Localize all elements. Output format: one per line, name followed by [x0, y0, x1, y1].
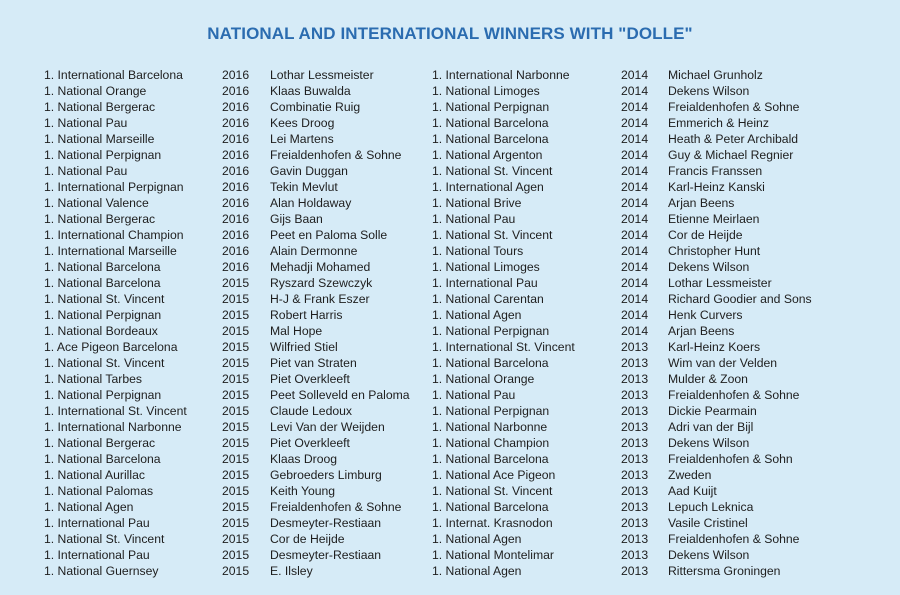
race-right: 1. Internat. Krasnodon [432, 516, 553, 530]
race-left: 1. International Champion [44, 228, 184, 242]
table-row [0, 563, 900, 579]
winner-left: Kees Droog [270, 116, 335, 130]
race-left: 1. National Barcelona [44, 260, 161, 274]
year-left: 2015 [222, 516, 250, 530]
winner-left: Tekin Mevlut [270, 180, 338, 194]
race-left: 1. National Barcelona [44, 452, 161, 466]
race-left: 1. International St. Vincent [44, 404, 187, 418]
year-right: 2014 [621, 292, 649, 306]
race-right: 1. National Perpignan [432, 404, 550, 418]
winner-left: Piet Overkleeft [270, 372, 350, 386]
race-left: 1. National St. Vincent [44, 292, 165, 306]
table-row [0, 67, 900, 83]
winner-right: Guy & Michael Regnier [668, 148, 794, 162]
year-left: 2015 [222, 484, 250, 498]
year-right: 2014 [621, 212, 649, 226]
year-left: 2016 [222, 244, 250, 258]
race-left: 1. National Bergerac [44, 212, 156, 226]
winner-right: Vasile Cristinel [668, 516, 748, 530]
winner-right: Lepuch Leknica [668, 500, 754, 514]
year-left: 2015 [222, 324, 250, 338]
winner-right: Dekens Wilson [668, 84, 750, 98]
winner-right: Dickie Pearmain [668, 404, 757, 418]
winner-right: Wim van der Velden [668, 356, 778, 370]
race-left: 1. National Valence [44, 196, 149, 210]
winner-left: Alan Holdaway [270, 196, 352, 210]
race-right: 1. National Limoges [432, 260, 540, 274]
race-left: 1. Ace Pigeon Barcelona [44, 340, 178, 354]
race-left: 1. National Bergerac [44, 436, 156, 450]
race-right: 1. International St. Vincent [432, 340, 575, 354]
year-left: 2015 [222, 564, 250, 578]
table-row [0, 451, 900, 467]
table-row [0, 147, 900, 163]
race-right: 1. National Agen [432, 308, 522, 322]
year-right: 2013 [621, 452, 649, 466]
winner-right: Karl-Heinz Koers [668, 340, 761, 354]
winner-right: Dekens Wilson [668, 436, 750, 450]
race-left: 1. National Bergerac [44, 100, 156, 114]
race-left: 1. National Barcelona [44, 276, 161, 290]
race-left: 1. National Agen [44, 500, 134, 514]
year-left: 2016 [222, 164, 250, 178]
winner-right: Dekens Wilson [668, 260, 750, 274]
winner-right: Karl-Heinz Kanski [668, 180, 765, 194]
winner-left: Wilfried Stiel [270, 340, 338, 354]
race-right: 1. National Pau [432, 388, 516, 402]
winner-right: Heath & Peter Archibald [668, 132, 799, 146]
table-row [0, 467, 900, 483]
year-left: 2015 [222, 308, 250, 322]
year-right: 2013 [621, 516, 649, 530]
winner-left: Freialdenhofen & Sohne [270, 500, 402, 514]
winner-right: Etienne Meirlaen [668, 212, 760, 226]
winner-left: Lothar Lessmeister [270, 68, 374, 82]
year-right: 2013 [621, 436, 649, 450]
year-left: 2016 [222, 84, 250, 98]
year-right: 2013 [621, 372, 649, 386]
table-row [0, 355, 900, 371]
winner-right: Freialdenhofen & Sohne [668, 100, 800, 114]
winner-left: Desmeyter-Restiaan [270, 516, 382, 530]
winner-left: Klaas Buwalda [270, 84, 351, 98]
table-row [0, 323, 900, 339]
year-left: 2015 [222, 292, 250, 306]
table-row [0, 515, 900, 531]
race-left: 1. National Aurillac [44, 468, 145, 482]
year-left: 2015 [222, 436, 250, 450]
winner-left: Mehadji Mohamed [270, 260, 371, 274]
year-left: 2016 [222, 212, 250, 226]
race-right: 1. National Perpignan [432, 324, 550, 338]
year-left: 2015 [222, 340, 250, 354]
winner-right: Freialdenhofen & Sohne [668, 388, 800, 402]
year-left: 2016 [222, 260, 250, 274]
winner-right: Arjan Beens [668, 196, 735, 210]
winner-left: Claude Ledoux [270, 404, 352, 418]
year-left: 2015 [222, 548, 250, 562]
winner-right: Aad Kuijt [668, 484, 717, 498]
winner-left: Piet Overkleeft [270, 436, 350, 450]
table-row [0, 99, 900, 115]
year-right: 2014 [621, 276, 649, 290]
race-left: 1. National Palomas [44, 484, 154, 498]
race-right: 1. National Barcelona [432, 356, 549, 370]
race-right: 1. National Limoges [432, 84, 540, 98]
race-right: 1. National Ace Pigeon [432, 468, 556, 482]
winner-left: Combinatie Ruig [270, 100, 361, 114]
winner-right: Arjan Beens [668, 324, 735, 338]
year-right: 2014 [621, 68, 649, 82]
year-right: 2014 [621, 196, 649, 210]
year-left: 2016 [222, 116, 250, 130]
table-row [0, 419, 900, 435]
year-right: 2013 [621, 356, 649, 370]
winner-left: H-J & Frank Eszer [270, 292, 370, 306]
page-title: NATIONAL AND INTERNATIONAL WINNERS WITH "DOLLE" [207, 24, 693, 43]
table-row [0, 243, 900, 259]
year-left: 2015 [222, 388, 250, 402]
table-row [0, 83, 900, 99]
table-row [0, 531, 900, 547]
race-right: 1. National Carentan [432, 292, 544, 306]
winner-left: Klaas Droog [270, 452, 338, 466]
year-left: 2015 [222, 356, 250, 370]
race-right: 1. National Agen [432, 532, 522, 546]
winner-left: Ryszard Szewczyk [270, 276, 373, 290]
winner-right: Freialdenhofen & Sohn [668, 452, 793, 466]
winner-right: Richard Goodier and Sons [668, 292, 812, 306]
race-right: 1. National Tours [432, 244, 524, 258]
year-left: 2015 [222, 372, 250, 386]
winner-right: Freialdenhofen & Sohne [668, 532, 800, 546]
year-right: 2014 [621, 244, 649, 258]
race-right: 1. National St. Vincent [432, 484, 553, 498]
race-left: 1. National Perpignan [44, 148, 162, 162]
table-row [0, 259, 900, 275]
table-row [0, 163, 900, 179]
winner-left: Cor de Heijde [270, 532, 345, 546]
year-right: 2013 [621, 388, 649, 402]
year-right: 2013 [621, 468, 649, 482]
table-row [0, 403, 900, 419]
race-left: 1. International Pau [44, 516, 150, 530]
race-left: 1. National Bordeaux [44, 324, 158, 338]
year-right: 2013 [621, 500, 649, 514]
race-right: 1. National St. Vincent [432, 164, 553, 178]
year-right: 2014 [621, 308, 649, 322]
race-right: 1. National Agen [432, 564, 522, 578]
winner-left: Alain Dermonne [270, 244, 358, 258]
race-right: 1. National Barcelona [432, 500, 549, 514]
winner-right: Dekens Wilson [668, 548, 750, 562]
race-left: 1. National Perpignan [44, 388, 162, 402]
table-row [0, 483, 900, 499]
race-right: 1. National Narbonne [432, 420, 548, 434]
race-left: 1. National Tarbes [44, 372, 143, 386]
race-right: 1. International Agen [432, 180, 544, 194]
race-left: 1. National Perpignan [44, 308, 162, 322]
year-right: 2013 [621, 532, 649, 546]
year-left: 2016 [222, 228, 250, 242]
race-right: 1. National Argenton [432, 148, 543, 162]
table-row [0, 387, 900, 403]
winner-left: Mal Hope [270, 324, 323, 338]
winner-left: E. Ilsley [270, 564, 313, 578]
year-right: 2014 [621, 324, 649, 338]
race-left: 1. National St. Vincent [44, 356, 165, 370]
winner-left: Keith Young [270, 484, 336, 498]
race-right: 1. National Brive [432, 196, 522, 210]
year-right: 2013 [621, 484, 649, 498]
year-right: 2014 [621, 132, 649, 146]
race-right: 1. National Barcelona [432, 132, 549, 146]
winner-left: Peet Solleveld en Paloma [270, 388, 410, 402]
year-left: 2015 [222, 420, 250, 434]
winner-left: Levi Van der Weijden [270, 420, 385, 434]
year-right: 2014 [621, 260, 649, 274]
table-row [0, 211, 900, 227]
winner-right: Francis Franssen [668, 164, 763, 178]
race-right: 1. International Narbonne [432, 68, 570, 82]
table-row [0, 291, 900, 307]
winner-left: Robert Harris [270, 308, 343, 322]
table-row [0, 195, 900, 211]
winner-left: Peet en Paloma Solle [270, 228, 388, 242]
race-left: 1. International Narbonne [44, 420, 182, 434]
race-left: 1. International Marseille [44, 244, 177, 258]
year-right: 2014 [621, 148, 649, 162]
year-left: 2015 [222, 500, 250, 514]
winner-right: Cor de Heijde [668, 228, 743, 242]
year-right: 2014 [621, 84, 649, 98]
year-left: 2016 [222, 196, 250, 210]
winner-right: Zweden [668, 468, 712, 482]
race-right: 1. National Perpignan [432, 100, 550, 114]
year-left: 2016 [222, 100, 250, 114]
year-right: 2013 [621, 340, 649, 354]
table-row [0, 179, 900, 195]
winner-right: Mulder & Zoon [668, 372, 748, 386]
year-left: 2015 [222, 404, 250, 418]
year-right: 2014 [621, 116, 649, 130]
year-left: 2015 [222, 276, 250, 290]
year-left: 2015 [222, 468, 250, 482]
year-right: 2014 [621, 100, 649, 114]
winner-left: Desmeyter-Restiaan [270, 548, 382, 562]
race-right: 1. National St. Vincent [432, 228, 553, 242]
table-row [0, 339, 900, 355]
race-left: 1. National Pau [44, 164, 128, 178]
race-right: 1. National Champion [432, 436, 550, 450]
race-left: 1. International Barcelona [44, 68, 183, 82]
race-right: 1. International Pau [432, 276, 538, 290]
year-left: 2016 [222, 180, 250, 194]
race-left: 1. National Marseille [44, 132, 155, 146]
year-left: 2016 [222, 68, 250, 82]
table-row [0, 371, 900, 387]
year-right: 2013 [621, 420, 649, 434]
winner-left: Gijs Baan [270, 212, 323, 226]
race-left: 1. National Orange [44, 84, 147, 98]
race-right: 1. National Barcelona [432, 116, 549, 130]
winner-right: Emmerich & Heinz [668, 116, 769, 130]
race-right: 1. National Montelimar [432, 548, 554, 562]
winner-right: Michael Grunholz [668, 68, 763, 82]
winner-right: Lothar Lessmeister [668, 276, 772, 290]
winner-left: Freialdenhofen & Sohne [270, 148, 402, 162]
table-row [0, 115, 900, 131]
winner-left: Gavin Duggan [270, 164, 348, 178]
year-right: 2013 [621, 548, 649, 562]
winner-right: Adri van der Bijl [668, 420, 754, 434]
race-right: 1. National Orange [432, 372, 535, 386]
race-left: 1. National Pau [44, 116, 128, 130]
year-right: 2014 [621, 228, 649, 242]
year-left: 2016 [222, 132, 250, 146]
race-left: 1. International Perpignan [44, 180, 184, 194]
race-left: 1. International Pau [44, 548, 150, 562]
year-left: 2015 [222, 532, 250, 546]
winner-right: Rittersma Groningen [668, 564, 781, 578]
table-row [0, 227, 900, 243]
winner-right: Henk Curvers [668, 308, 743, 322]
year-right: 2013 [621, 404, 649, 418]
table-row [0, 435, 900, 451]
table-row [0, 307, 900, 323]
year-left: 2015 [222, 452, 250, 466]
race-left: 1. National St. Vincent [44, 532, 165, 546]
race-left: 1. National Guernsey [44, 564, 159, 578]
winner-right: Christopher Hunt [668, 244, 761, 258]
table-row [0, 499, 900, 515]
race-right: 1. National Barcelona [432, 452, 549, 466]
year-right: 2013 [621, 564, 649, 578]
winner-left: Gebroeders Limburg [270, 468, 382, 482]
year-right: 2014 [621, 180, 649, 194]
winner-left: Piet van Straten [270, 356, 357, 370]
table-row [0, 131, 900, 147]
table-row [0, 547, 900, 563]
year-right: 2014 [621, 164, 649, 178]
year-left: 2016 [222, 148, 250, 162]
winner-left: Lei Martens [270, 132, 334, 146]
race-right: 1. National Pau [432, 212, 516, 226]
table-row [0, 275, 900, 291]
winners-table [0, 67, 900, 579]
